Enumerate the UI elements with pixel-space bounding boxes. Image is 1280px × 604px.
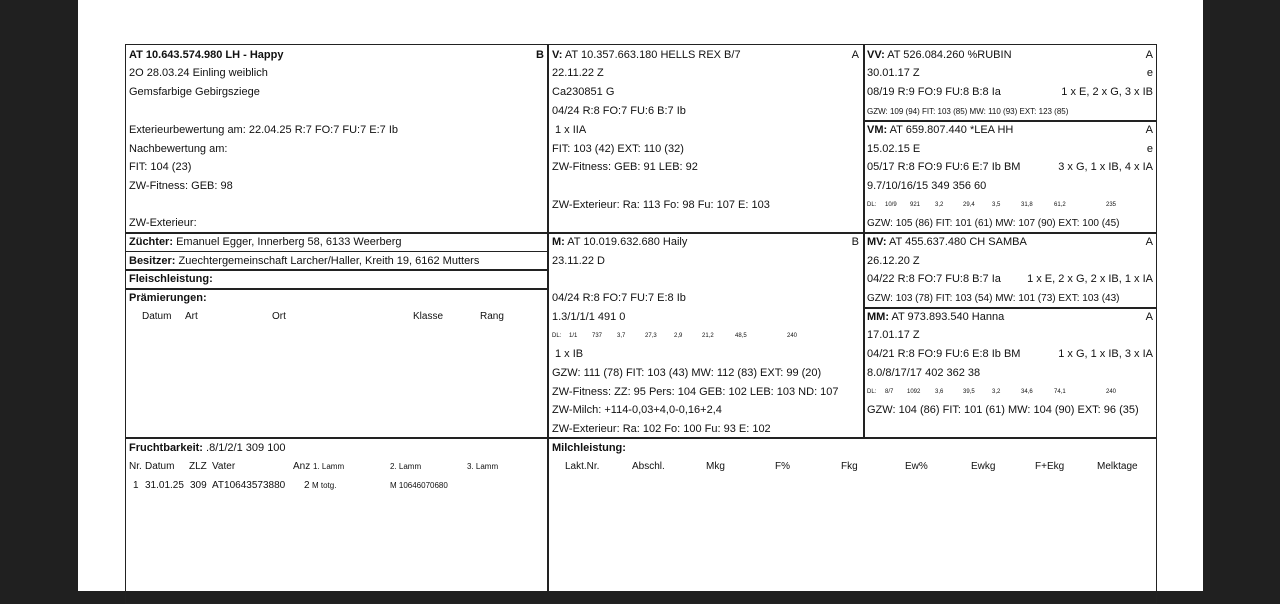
vm-dl-7: 61,2	[1054, 202, 1066, 208]
animal-zw-exterieur: ZW-Exterieur:	[129, 217, 197, 229]
father-id	[552, 49, 741, 62]
mother-id	[552, 236, 687, 249]
breeder-label: Züchter:	[129, 236, 173, 248]
mother-birth: 23.11.22 D	[552, 255, 606, 267]
awards-col-rang: Rang	[480, 311, 504, 322]
owner-line	[129, 255, 479, 268]
vm-gzw: GZW: 105 (86) FIT: 101 (61) MW: 107 (90) EXT: 100 (45)	[867, 218, 1120, 229]
mm-rating: 04/21 R:8 FO:9 FU:6 E:8 Ib BM	[867, 348, 1021, 360]
divider	[126, 232, 1156, 234]
vm-dl-8: 235	[1106, 202, 1117, 208]
milk-col-laktnr: Lakt.Nr.	[565, 461, 600, 472]
vm-dl-0: DL:	[867, 202, 877, 208]
father-fit: FIT: 103 (42) EXT: 110 (32)	[552, 143, 684, 155]
vm-birth: 15.02.15 E	[867, 143, 921, 155]
animal-exterior-rating: Exterieurbewertung am: 22.04.25 R:7 FO:7 FU:7 E:7 Ib	[129, 124, 399, 136]
mm-dl-5: 3,2	[992, 389, 1001, 395]
mother-dl-5: 2,9	[674, 333, 683, 339]
mother-zw-milch: ZW-Milch: +114-0,03+4,0-0,16+2,4	[552, 404, 722, 416]
vv-rating: 08/19 R:9 FO:9 FU:8 B:8 Ia	[867, 86, 1001, 98]
mm-dl-1: 8/7	[885, 389, 894, 395]
animal-breed: Gemsfarbige Gebirgsziege	[129, 86, 260, 98]
vv-gzw: GZW: 109 (94) FIT: 103 (85) MW: 110 (93) EXT: 123 (85)	[867, 107, 1069, 116]
mother-dl-3: 3,7	[617, 333, 626, 339]
mother-awards: 1 x IB	[555, 348, 584, 360]
mm-id	[867, 311, 1004, 324]
fertility-line	[129, 442, 286, 455]
vm-rating: 05/17 R:8 FO:9 FU:6 E:7 Ib BM	[867, 161, 1021, 173]
fertility-row-zlz: 309	[190, 480, 207, 491]
vm-awards: 3 x G, 1 x IB, 4 x IA	[1058, 161, 1153, 173]
owner-value: Zuechtergemeinschaft Larcher/Haller, Kreith 19, 6162 Mutters	[178, 255, 480, 267]
mother-label: M:	[552, 236, 565, 248]
father-rating: 04/24 R:8 FO:7 FU:6 B:7 Ib	[552, 105, 686, 117]
animal-id: AT 10.643.574.980 LH - Happy	[129, 49, 284, 61]
vm-dl-1: 10/9	[885, 202, 897, 208]
animal-birth: 2O 28.03.24 Einling weiblich	[129, 67, 268, 79]
mm-label: MM:	[867, 311, 889, 323]
mother-dl-1: 1/1	[569, 333, 578, 339]
mother-zw-fitness: ZW-Fitness: ZZ: 95 Pers: 104 GEB: 102 LEB: 103 ND: 107	[552, 386, 839, 398]
vm-dl-5: 3,5	[992, 202, 1001, 208]
mother-dl-6: 21,2	[702, 333, 714, 339]
animal-nachbewertung: Nachbewertung am:	[129, 143, 228, 155]
father-birth: 22.11.22 Z	[552, 67, 604, 79]
father-zw-exterieur: ZW-Exterieur: Ra: 113 Fo: 98 Fu: 107 E: 103	[552, 199, 770, 211]
vv-grade: A	[1145, 49, 1153, 61]
mm-grade: A	[1145, 311, 1153, 323]
milk-performance-label: Milchleistung:	[552, 442, 626, 454]
mm-dl-4: 39,5	[963, 389, 975, 395]
owner-label: Besitzer:	[129, 255, 176, 267]
vm-grade: A	[1145, 124, 1153, 136]
vv-awards: 1 x E, 2 x G, 3 x IB	[1061, 86, 1153, 98]
divider	[863, 120, 1156, 122]
mother-dl-8: 240	[787, 333, 798, 339]
mother-zw-exterieur: ZW-Exterieur: Ra: 102 Fo: 100 Fu: 93 E: 102	[552, 423, 771, 435]
vv-birth: 30.01.17 Z	[867, 67, 920, 79]
vm-id	[867, 124, 1013, 137]
mm-dl-2: 1092	[907, 389, 921, 395]
mother-dl-4: 27,3	[645, 333, 657, 339]
fertility-col-lamm2: 2. Lamm	[390, 462, 422, 471]
mv-gzw: GZW: 103 (78) FIT: 103 (54) MW: 101 (73) EXT: 103 (43)	[867, 293, 1120, 304]
mm-awards: 1 x G, 1 x IB, 3 x IA	[1058, 348, 1153, 360]
milk-col-abschl: Abschl.	[632, 461, 665, 472]
milk-col-ewpct: Ew%	[905, 461, 928, 472]
mm-dl-8: 240	[1106, 389, 1117, 395]
fertility-col-lamm3: 3. Lamm	[467, 462, 499, 471]
father-zw-fitness: ZW-Fitness: GEB: 91 LEB: 92	[552, 161, 698, 173]
father-grade: A	[851, 49, 859, 61]
mm-id-value: AT 973.893.540 Hanna	[891, 311, 1005, 323]
milk-col-fpct: F%	[775, 461, 790, 472]
milk-col-mkg: Mkg	[706, 461, 725, 472]
fertility-col-datum: Datum	[145, 461, 175, 472]
father-id-value: AT 10.357.663.180 HELLS REX B/7	[564, 49, 741, 61]
father-code: Ca230851 G	[552, 86, 615, 98]
mv-rating: 04/22 R:8 FO:7 FU:8 B:7 Ia	[867, 273, 1001, 285]
vm-dl-3: 3,2	[935, 202, 944, 208]
vm-dl-6: 31,8	[1021, 202, 1033, 208]
father-label: V:	[552, 49, 563, 61]
mother-id-value: AT 10.019.632.680 Haily	[567, 236, 688, 248]
awards-col-art: Art	[185, 311, 198, 322]
mv-birth: 26.12.20 Z	[867, 255, 920, 267]
vm-label: VM:	[867, 124, 888, 136]
animal-zw-fitness: ZW-Fitness: GEB: 98	[129, 180, 233, 192]
fertility-col-anz: Anz	[293, 461, 311, 472]
fertility-value: .8/1/2/1 309 100	[206, 442, 286, 454]
vm-dl-4: 29,4	[963, 202, 975, 208]
fertility-col-zlz: ZLZ	[189, 461, 207, 472]
milk-col-fekg: F+Ekg	[1035, 461, 1065, 472]
mother-dl-2: 737	[592, 333, 603, 339]
vv-flag: e	[1146, 67, 1153, 79]
fertility-label: Fruchtbarkeit:	[129, 442, 203, 454]
fertility-row-lamm2: M 10646070680	[390, 481, 448, 490]
divider	[126, 251, 548, 252]
vv-id	[867, 49, 1012, 62]
vm-dl-2: 921	[910, 202, 921, 208]
milk-col-fkg: Fkg	[841, 461, 858, 472]
fertility-row-lamm1: M totg.	[312, 481, 337, 490]
mm-birth: 17.01.17 Z	[867, 329, 920, 341]
breeder-line	[129, 236, 402, 249]
mm-gzw: GZW: 104 (86) FIT: 101 (61) MW: 104 (90) EXT: 96 (35)	[867, 404, 1139, 416]
divider	[863, 307, 1156, 309]
milk-col-ewkg: Ewkg	[971, 461, 996, 472]
fertility-row-vater: AT10643573880	[212, 480, 286, 491]
awards-col-klasse: Klasse	[413, 311, 444, 322]
breeder-value: Emanuel Egger, Innerberg 58, 6133 Weerberg	[176, 236, 402, 248]
mv-grade: A	[1145, 236, 1153, 248]
mother-lactation: 1.3/1/1/1 491 0	[552, 311, 626, 323]
fertility-row-anz: 2	[304, 480, 310, 491]
mother-grade: B	[851, 236, 859, 248]
mother-gzw: GZW: 111 (78) FIT: 103 (43) MW: 112 (83) EXT: 99 (20)	[552, 367, 822, 379]
mm-lactation: 8.0/8/17/17 402 362 38	[867, 367, 981, 379]
divider	[863, 45, 865, 438]
mother-dl-0: DL:	[552, 333, 562, 339]
mm-dl-7: 74,1	[1054, 389, 1066, 395]
document-page	[78, 0, 1203, 591]
mm-dl-0: DL:	[867, 389, 877, 395]
mother-rating: 04/24 R:8 FO:7 FU:7 E:8 Ib	[552, 292, 686, 304]
mv-label: MV:	[867, 236, 887, 248]
mm-dl-3: 3,6	[935, 389, 944, 395]
fertility-row-datum: 31.01.25	[145, 480, 184, 491]
awards-col-ort: Ort	[272, 311, 286, 322]
mm-dl-6: 34,6	[1021, 389, 1033, 395]
divider	[126, 437, 1156, 439]
father-awards: 1 x IIA	[555, 124, 587, 136]
mv-awards: 1 x E, 2 x G, 2 x IB, 1 x IA	[1027, 273, 1153, 285]
mv-id-value: AT 455.637.480 CH SAMBA	[889, 236, 1027, 248]
fertility-col-lamm1: 1. Lamm	[313, 462, 345, 471]
vm-lactation: 9.7/10/16/15 349 356 60	[867, 180, 987, 192]
fertility-col-vater: Vater	[212, 461, 236, 472]
divider	[126, 269, 548, 271]
meat-performance-label: Fleischleistung:	[129, 273, 213, 285]
vm-flag: e	[1146, 143, 1153, 155]
divider	[126, 288, 548, 290]
mv-id	[867, 236, 1027, 249]
animal-fit: FIT: 104 (23)	[129, 161, 192, 173]
vv-id-value: AT 526.084.260 %RUBIN	[887, 49, 1012, 61]
fertility-row-nr: 1	[133, 480, 139, 491]
vv-label: VV:	[867, 49, 885, 61]
mother-dl-7: 48,5	[735, 333, 747, 339]
milk-col-melktage: Melktage	[1097, 461, 1138, 472]
awards-label: Prämierungen:	[129, 292, 207, 304]
awards-col-datum: Datum	[142, 311, 172, 322]
fertility-col-nr: Nr.	[129, 461, 142, 472]
animal-grade: B	[536, 49, 544, 61]
divider	[547, 45, 549, 591]
vm-id-value: AT 659.807.440 *LEA HH	[889, 124, 1014, 136]
